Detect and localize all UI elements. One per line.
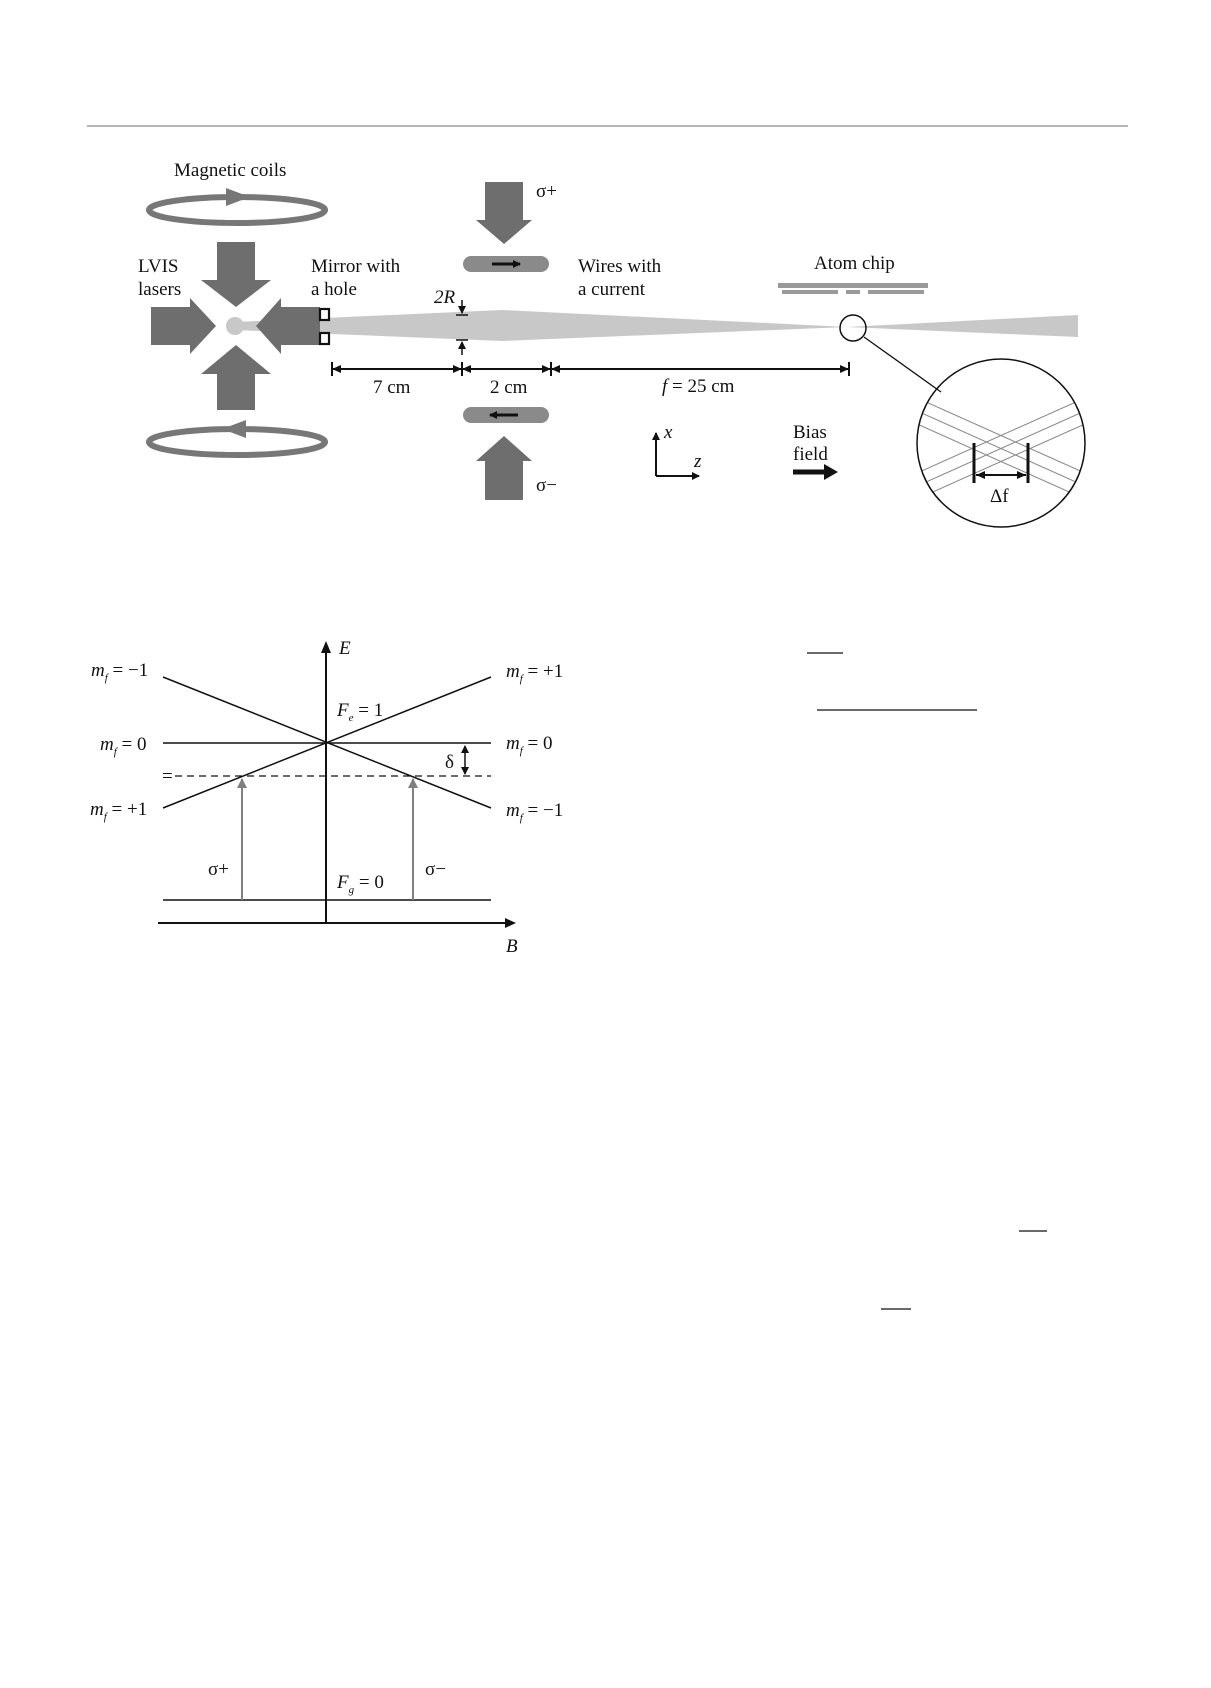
energy-level-diagram (90, 638, 563, 957)
distance-2cm-label: 2 cm (490, 377, 528, 398)
experimental-setup (138, 160, 1087, 527)
atom-chip-label: Atom chip (814, 253, 895, 274)
dimension-line (332, 362, 849, 376)
laser-arrow-top (201, 242, 271, 307)
mirror-label-line1: Mirror with (311, 256, 401, 277)
sigma-plus-beam-arrow (476, 182, 532, 244)
magnetic-coils-label: Magnetic coils (174, 160, 287, 181)
atom-chip-top (778, 283, 928, 288)
bias-label-line1: Bias (793, 422, 827, 443)
mirror-lower (320, 333, 329, 344)
delta-f-label: Δf (990, 486, 1009, 507)
wires-label-line1: Wires with (578, 256, 662, 277)
atom-beam (235, 310, 1078, 341)
zoom-connector (864, 337, 941, 392)
coil-top-arrow-icon (226, 188, 250, 206)
mirror-upper (320, 309, 329, 320)
laser-arrow-bottom (201, 345, 271, 410)
axis-b-arrowhead-icon (505, 918, 516, 928)
equals-mark: = (162, 766, 173, 787)
mf-plus1-left-label: $m_f = +1$ (90, 799, 148, 823)
sigma-minus-beam-arrow (476, 436, 532, 500)
axis-z-label: z (694, 451, 702, 472)
axis-e-arrowhead-icon (321, 641, 331, 653)
sigma-plus-label: σ+ (536, 181, 557, 202)
two-r-label: 2R (434, 287, 456, 308)
axis-e-label: E (339, 638, 351, 659)
sigma-plus-transition-label: σ+ (208, 859, 229, 880)
axis-b-label: B (506, 936, 518, 957)
mf-zero-right-label: $m_f = 0$ (506, 733, 553, 757)
focus-marker-circle (840, 315, 866, 341)
fe-label: $F_e = 1$ (337, 700, 384, 724)
distance-7cm-label: 7 cm (373, 377, 411, 398)
coil-bottom-arrow-icon (222, 420, 246, 438)
focal-length-label: f = 25 cm (662, 376, 735, 397)
fg-label: $F_g = 0$ (337, 872, 384, 896)
atom-chip-strip-left (782, 290, 838, 294)
lvis-label-line1: LVIS (138, 256, 179, 277)
sigma-minus-transition-label: σ− (425, 859, 446, 880)
delta-label: δ (445, 752, 454, 773)
mf-minus1-left-label: $m_f = -1$ (91, 660, 149, 684)
mf-plus1-right-label: $m_f = +1$ (506, 661, 564, 685)
mot-cloud (226, 317, 244, 335)
mf-zero-left-label: $m_f = 0$ (100, 734, 147, 758)
laser-arrow-right (256, 298, 320, 354)
bias-label-line2: field (793, 444, 828, 465)
lvis-label-line2: lasers (138, 279, 182, 300)
atom-chip-strip-right (868, 290, 924, 294)
bias-field-arrowhead-icon (824, 464, 838, 480)
axis-x-label: x (664, 422, 673, 443)
sigma-minus-label: σ− (536, 475, 557, 496)
mf-minus1-right-label: $m_f = -1$ (506, 800, 564, 824)
mirror-label-line2: a hole (311, 279, 357, 300)
wires-label-line2: a current (578, 279, 645, 300)
atom-chip-strip-mid (846, 290, 860, 294)
laser-arrow-left (151, 298, 216, 354)
